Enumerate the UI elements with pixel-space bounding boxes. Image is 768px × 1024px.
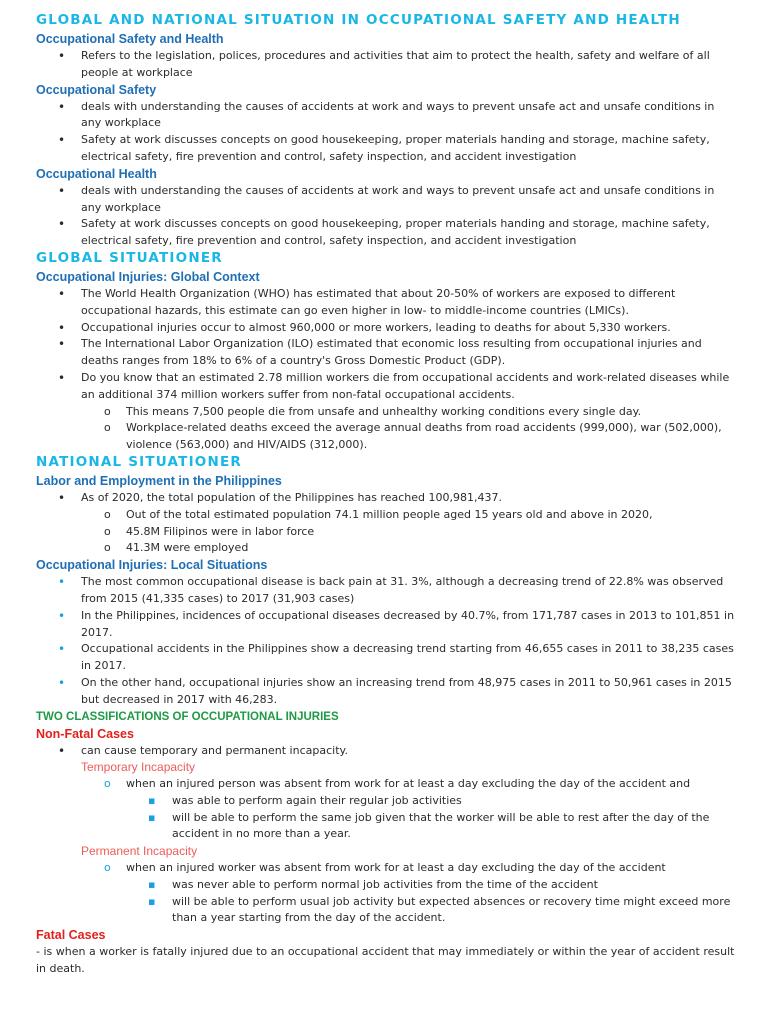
list-item: • Do you know that an estimated 2.78 million workers die from occupational accidents and work-related diseases while an additional 374 million workers suffer from non-fatal occupational accidents. — [0, 370, 768, 404]
heading-labor-employment: Labor and Employment in the Philippines — [36, 473, 282, 488]
list-item: • Occupational injuries occur to almost 960,000 or more workers, leading to deaths for about 5,330 workers. — [0, 320, 768, 337]
labor-list — [0, 490, 768, 557]
heading-occupational-safety: Occupational Safety — [36, 82, 157, 97]
heading-global-context: Occupational Injuries: Global Context — [36, 269, 260, 284]
list-item: • Safety at work discusses concepts on good housekeeping, proper materials handing and storage, machine safety, electrical safety, fire prevention and control, safety inspection, and accident investigation — [0, 216, 768, 250]
heading-occupational-health: Occupational Health — [36, 166, 157, 181]
sub-sub-list-item: ▪ was never able to perform normal job activities from the time of the accident — [0, 877, 768, 894]
sub-list-item: o Workplace-related deaths exceed the average annual deaths from road accidents (999,000), war (502,000), violence (563,000) and HIV/AIDS (312,000). — [0, 420, 768, 454]
local-list — [0, 574, 768, 708]
global-list — [0, 286, 768, 454]
sub-list-item: o when an injured worker was absent from work for at least a day excluding the day of the accident — [0, 860, 768, 877]
list-item: • On the other hand, occupational injuries show an increasing trend from 48,975 cases in 2011 to 50,961 cases in 2015 but decreased in 2017 with 46,283. — [0, 675, 768, 709]
sub-list-item: o This means 7,500 people die from unsafe and unhealthy working conditions every single day. — [0, 404, 768, 421]
sub-sub-list-item: ▪ was able to perform again their regular job activities — [0, 793, 768, 810]
list-item: • Safety at work discusses concepts on good housekeeping, proper materials handing and storage, machine safety, electrical safety, fire prevention and control, safety inspection, and accident investigation — [0, 132, 768, 166]
heading-fatal-cases: Fatal Cases — [36, 928, 106, 943]
oh-list — [0, 183, 768, 250]
list-item: • deals with understanding the causes of accidents at work and ways to prevent unsafe act and unsafe conditions in any workplace — [0, 183, 768, 217]
list-item: • deals with understanding the causes of accidents at work and ways to prevent unsafe act and unsafe conditions in any workplace — [0, 99, 768, 133]
list-item: • As of 2020, the total population of the Philippines has reached 100,981,437. — [0, 490, 768, 507]
classifications-title: TWO CLASSIFICATIONS OF OCCUPATIONAL INJURIES — [36, 710, 339, 723]
heading-permanent-incapacity: Permanent Incapacity — [81, 844, 198, 859]
nonfatal-list — [0, 743, 768, 760]
sub-list-item: o Out of the total estimated population 74.1 million people aged 15 years old and above in 2020, — [0, 507, 768, 524]
list-item: • Refers to the legislation, polices, procedures and activities that aim to protect the health, safety and welfare of all people at workplace — [0, 48, 768, 82]
list-item: • can cause temporary and permanent incapacity. — [0, 743, 768, 760]
fatal-cases-text: - is when a worker is fatally injured due to an occupational accident that may immediately or within the year of accident result in death. — [36, 945, 735, 976]
sub-list-item: o when an injured person was absent from work for at least a day excluding the day of the accident and — [0, 776, 768, 793]
sub-list-item: o 41.3M were employed — [0, 540, 768, 557]
list-item: • The most common occupational disease is back pain at 31. 3%, although a decreasing trend of 22.8% was observed from 2015 (41,335 cases) to 2017 (31,903 cases) — [0, 574, 768, 608]
heading-temporary-incapacity: Temporary Incapacity — [81, 760, 196, 775]
document-title: GLOBAL AND NATIONAL SITUATION IN OCCUPATIONAL SAFETY AND HEALTH — [36, 12, 681, 28]
list-item: • Occupational accidents in the Philippines show a decreasing trend starting from 46,655 cases in 2011 to 38,235 cases in 2017. — [0, 641, 768, 675]
sub-sub-list-item: ▪ will be able to perform usual job activity but expected absences or recovery time might exceed more than a year starting from the day of the accident. — [0, 894, 768, 928]
osh-list — [0, 48, 768, 82]
temporary-list — [0, 776, 768, 843]
global-situationer-title: GLOBAL SITUATIONER — [36, 249, 223, 266]
os-list — [0, 99, 768, 166]
heading-non-fatal-cases: Non-Fatal Cases — [36, 726, 134, 741]
list-item: • The International Labor Organization (ILO) estimated that economic loss resulting from occupational injuries and deaths ranges from 18% to 6% of a country's Gross Domestic Product (GDP). — [0, 336, 768, 370]
sub-sub-list-item: ▪ will be able to perform the same job given that the worker will be able to rest after the day of the accident in no more than a year. — [0, 810, 768, 844]
permanent-list — [0, 860, 768, 927]
heading-local-situations: Occupational Injuries: Local Situations — [36, 558, 268, 573]
list-item: • The World Health Organization (WHO) has estimated that about 20-50% of workers are exposed to different occupational hazards, this estimate can go even higher in low- to middle-income countries (LMICs). — [0, 286, 768, 320]
national-situationer-title: NATIONAL SITUATIONER — [36, 453, 242, 470]
heading-osh: Occupational Safety and Health — [36, 32, 224, 46]
sub-list-item: o 45.8M Filipinos were in labor force — [0, 524, 768, 541]
list-item: • In the Philippines, incidences of occupational diseases decreased by 40.7%, from 171,787 cases in 2013 to 101,851 in 2017. — [0, 608, 768, 642]
